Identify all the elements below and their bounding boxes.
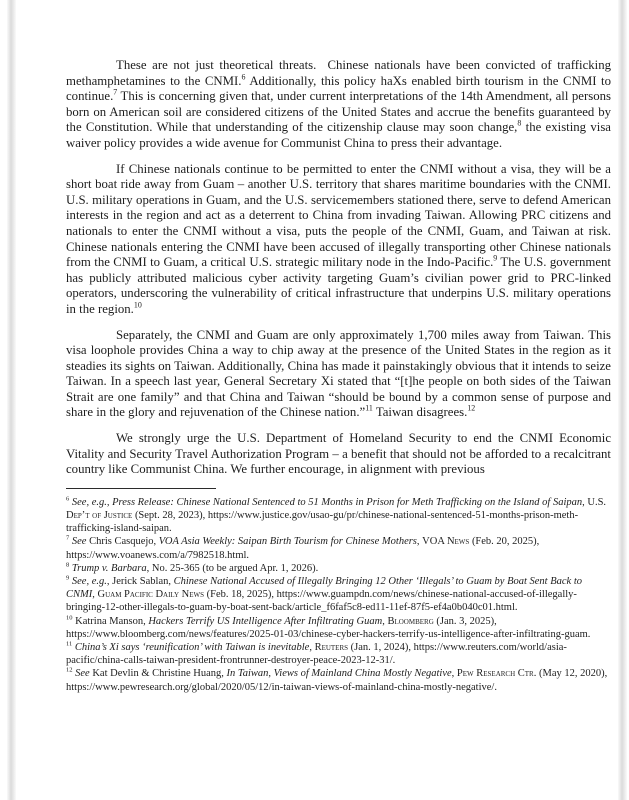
footnote — [66, 641, 611, 667]
text-run: Reuters — [314, 642, 349, 654]
text-run: See, e.g. — [71, 576, 107, 588]
text-run: China’s Xi says ‘reunification’ with Taiwan is inevitable — [74, 642, 310, 654]
text-run: Hackers Terrify US Intelligence After Infiltrating Guam — [148, 615, 383, 627]
text-run: Bloomberg — [387, 615, 434, 627]
footnote — [66, 667, 611, 693]
text-run: , Jerick Sablan, — [106, 576, 174, 588]
text-run: the existing visa waiver policy provides a wide avenue for Communist China to press their advantage. — [66, 120, 611, 150]
text-run: Separately, the CNMI and Guam are only approximately 1,700 miles away from Taiwan. This visa loophole provides China a way to chip away at the presence of the United States in the region as it steadies its sights on Taiwan. Additionally, China has made it painstakingly obvious that it intends to seize Taiwan. In a speech last year, General Secretary Xi stated that “[t]he people on both sides of the Taiwan Strait are one family” and that China and Taiwan “should be bound by a common sense of purpose and share in the glory and rejuvenation of the Chinese nation.” — [66, 327, 611, 420]
text-run: , — [92, 589, 98, 601]
footnote-reference: 12 — [467, 404, 476, 414]
footnote — [66, 562, 611, 575]
footnote-marker: 10 — [66, 614, 73, 622]
text-run: , U.S. — [582, 496, 607, 508]
footnote — [66, 496, 611, 536]
footnote-reference: 10 — [133, 300, 142, 310]
footnote-marker: 12 — [66, 666, 73, 674]
text-run: Katrina Manson, — [75, 615, 149, 627]
footnote-marker: 7 — [66, 534, 70, 542]
text-run: (Jan. 3, 2025), https://www.bloomberg.com/news/features/2025-01-03/chinese-cyber-hackers-terrify-us-intelligence-after-infiltrating-guam. — [66, 615, 591, 640]
footnote — [66, 535, 611, 561]
body-paragraph — [66, 431, 611, 478]
footnote-marker: 11 — [66, 640, 73, 648]
text-run: , — [309, 642, 315, 654]
text-run: Trump v. Barbara — [71, 562, 147, 574]
footnote-separator — [66, 488, 216, 489]
text-run: (May 12, 2020), https://www.pewresearch.org/global/2020/05/12/in-taiwan-views-of-mainland-china-mostly-negative/. — [66, 668, 608, 693]
text-run: These are not just theoretical threats. Chinese nationals have been convicted of trafficking methamphetamines to the CNMI. — [66, 58, 611, 88]
body-paragraphs — [66, 58, 611, 478]
footnote-reference: 11 — [365, 404, 373, 414]
body-paragraph — [66, 58, 611, 152]
text-run: Chinese National Accused of Illegally Bringing 12 Other ‘Illegals’ to Guam by Boat Sent Back to CNMI — [66, 576, 583, 601]
text-run: The U.S. government has publicly attributed malicious cyber activity targeting Guam’s civilian power grid to PRC-linked operators, underscoring the vulnerability of critical infrastructure that underpins U.S. military operations in the region. — [66, 255, 611, 316]
footnote — [66, 615, 611, 641]
footnote — [66, 575, 611, 615]
footnote-marker: 8 — [66, 561, 70, 569]
text-run: (Feb. 20, 2025), https://www.voanews.com/a/7982518.html. — [66, 536, 540, 561]
body-paragraph — [66, 328, 611, 422]
text-run: See, e.g., Press Release: Chinese National Sentenced to 51 Months in Prison for Meth Trafficking on the Island of Saipan — [71, 496, 583, 508]
footnote-reference: 9 — [493, 253, 498, 263]
footnote-marker: 9 — [66, 574, 70, 582]
text-run: (Sept. 28, 2023), https://www.justice.gov/usao-gu/pr/chinese-national-sentenced-51-months-prison-meth-trafficking-island-saipan. — [66, 510, 579, 535]
text-run: See — [71, 536, 87, 548]
footnote-marker: 6 — [66, 495, 70, 503]
text-run: If Chinese nationals continue to be permitted to enter the CNMI without a visa, they will be a short boat ride away from Guam – another U.S. territory that shares maritime boundaries with the CNMI. U.S. military operations in Guam, and the U.S. servicemembers stationed there, serve to defend American interests in the region and act as a deterrent to China from invading Taiwan. Allowing PRC citizens and nationals to enter the CNMI without a visa, puts the people of the CNMI, Guam, and Taiwan at risk. Chinese nationals entering the CNMI have been accused of illegally transporting other Chinese nationals from the CNMI to Guam, a critical U.S. strategic military node in the Indo-Pacific. — [66, 161, 611, 270]
text-run: In Taiwan, Views of Mainland China Mostly Negative — [226, 668, 452, 680]
text-run: See — [75, 668, 90, 680]
text-run: This is concerning given that, under current interpretations of the 14th Amendment, all persons born on American soil are considered citizens of the United States and accrue the benefits guaranteed by the Constitution. While that understanding of the citizenship clause may soon change, — [66, 89, 611, 135]
text-run: Dep’t of Justice — [66, 510, 133, 522]
footnote-reference: 8 — [517, 119, 522, 129]
footnote-list — [66, 496, 611, 694]
text-run: Taiwan disagrees. — [372, 405, 468, 420]
footnote-reference: 7 — [113, 87, 118, 97]
text-run: (Feb. 18, 2025), https://www.guampdn.com/news/chinese-national-accused-of-illegally-bringing-12-other-illegals-to-guam-by-boat-sent-back/article_f6faf5c8-ed11-11ef-87f5-ef4a0b040c01.html. — [66, 589, 577, 614]
page-content — [66, 58, 611, 694]
text-run: , — [416, 536, 423, 548]
text-run: Pew Research Ctr. — [456, 668, 537, 680]
text-run: Additionally, this policy haXs enabled birth tourism in the CNMI to continue. — [66, 73, 612, 104]
text-run: , — [382, 615, 388, 627]
scan-edge-right — [618, 0, 627, 800]
text-run: We strongly urge the U.S. Department of Homeland Security to end the CNMI Economic Vitality and Security Travel Authorization Program – a benefit that should not be afforded to a recalcitrant country like Communist China. We further encourage, in alignment with previous — [66, 431, 611, 477]
footnote-reference: 6 — [241, 72, 246, 82]
text-run: , No. 25-365 (to be argued Apr. 1, 2026). — [146, 562, 319, 574]
text-run: Kat Devlin & Christine Huang, — [89, 668, 227, 680]
text-run: VOA Asia Weekly: Saipan Birth Tourism for Chinese Mothers — [158, 536, 417, 548]
text-run: VOA News — [422, 536, 470, 548]
text-run: Guam Pacific Daily News — [97, 589, 205, 601]
body-paragraph — [66, 162, 611, 318]
text-run: (Jan. 1, 2024), https://www.reuters.com/world/asia-pacific/china-calls-taiwan-president-frontrunner-destroyer-peace-2023-12-31/. — [66, 642, 567, 667]
scan-edge-left — [7, 0, 16, 800]
text-run: , — [451, 668, 457, 680]
text-run: Chris Casquejo, — [86, 536, 159, 548]
